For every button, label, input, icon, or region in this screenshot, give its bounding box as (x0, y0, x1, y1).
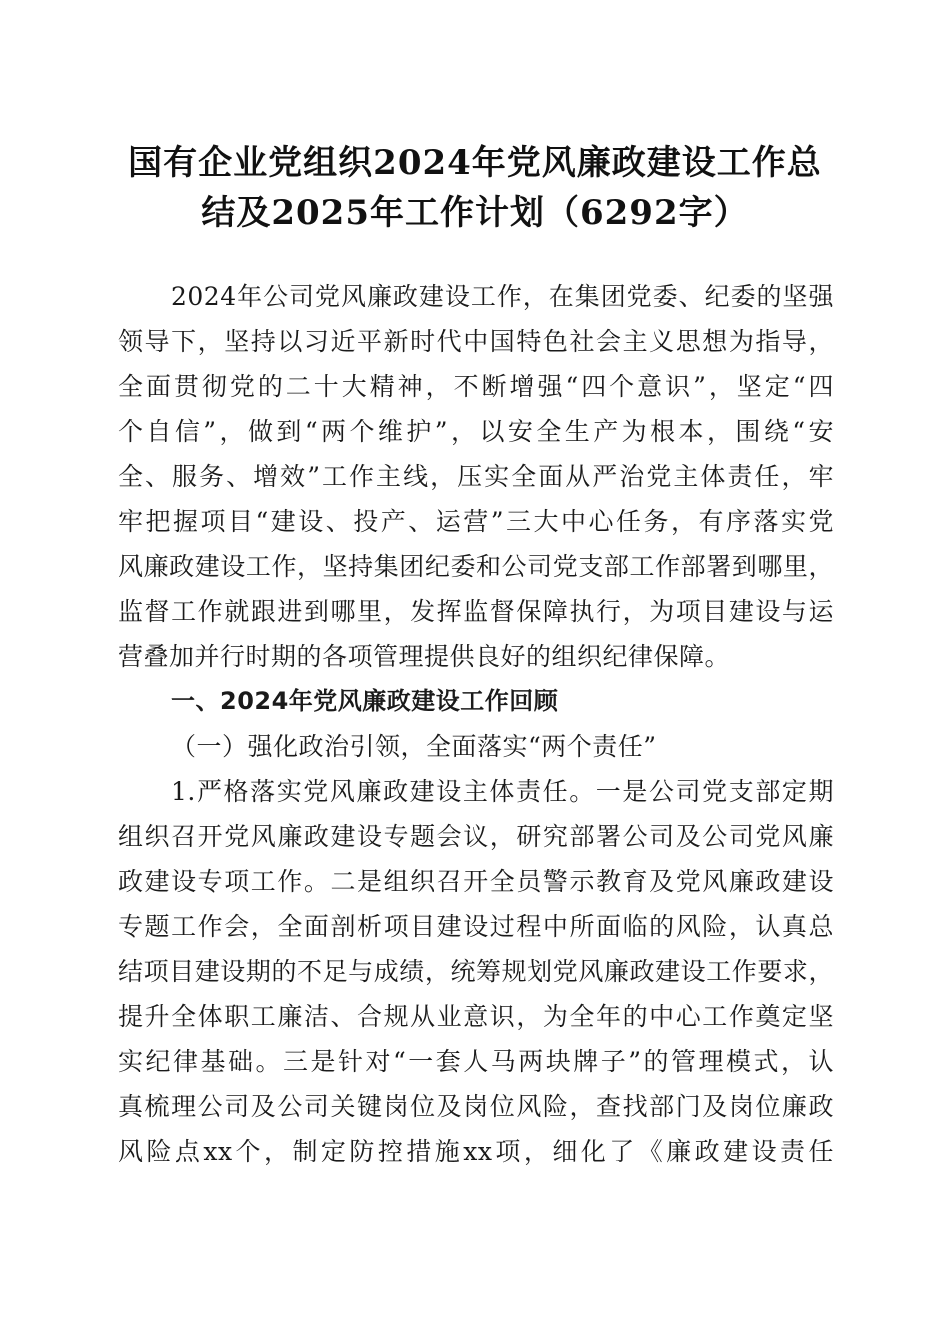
item1-line: 真梳理公司及公司关键岗位及岗位风险，查找部门及岗位廉政 (118, 1092, 834, 1121)
document-title (118, 138, 832, 238)
item1-line: 政建设专项工作。二是组织召开全员警示教育及党风廉政建设 (118, 867, 834, 896)
item1-line: 1.严格落实党风廉政建设主体责任。一是公司党支部定期 (171, 777, 834, 806)
intro-line: 全、服务、增效”工作主线，压实全面从严治党主体责任，牢 (118, 462, 834, 491)
item1-line: 专题工作会，全面剖析项目建设过程中所面临的风险，认真总 (118, 912, 834, 941)
section-heading: 一、2024年党风廉政建设工作回顾 (171, 687, 559, 715)
intro-line: 风廉政建设工作，坚持集团纪委和公司党支部工作部署到哪里， (118, 552, 834, 581)
item1-line: 组织召开党风廉政建设专题会议，研究部署公司及公司党风廉 (118, 822, 834, 851)
item1-line: 结项目建设期的不足与成绩，统筹规划党风廉政建设工作要求， (118, 957, 834, 986)
title-line-1: 国有企业党组织2024年党风廉政建设工作总 (128, 143, 822, 183)
intro-line: 监督工作就跟进到哪里，发挥监督保障执行，为项目建设与运 (118, 597, 834, 626)
intro-line: 领导下，坚持以习近平新时代中国特色社会主义思想为指导， (118, 327, 834, 356)
document-body (118, 274, 834, 1174)
intro-line: 营叠加并行时期的各项管理提供良好的组织纪律保障。 (118, 642, 731, 671)
item1-line: 实纪律基础。三是针对“一套人马两块牌子”的管理模式，认 (118, 1047, 834, 1076)
title-line-2: 结及2025年工作计划（6292字） (201, 193, 749, 233)
subsection-heading: （一）强化政治引领，全面落实“两个责任” (171, 732, 657, 761)
intro-line: 2024年公司党风廉政建设工作，在集团党委、纪委的坚强 (171, 282, 834, 311)
intro-line: 牢把握项目“建设、投产、运营”三大中心任务，有序落实党 (118, 507, 834, 536)
intro-line: 全面贯彻党的二十大精神，不断增强“四个意识”，坚定“四 (118, 372, 834, 401)
intro-line: 个自信”，做到“两个维护”，以安全生产为根本，围绕“安 (118, 417, 834, 446)
item1-line: 提升全体职工廉洁、合规从业意识，为全年的中心工作奠定坚 (118, 1002, 834, 1031)
item1-line: 风险点xx个，制定防控措施xx项，细化了《廉政建设责任 (118, 1137, 834, 1166)
